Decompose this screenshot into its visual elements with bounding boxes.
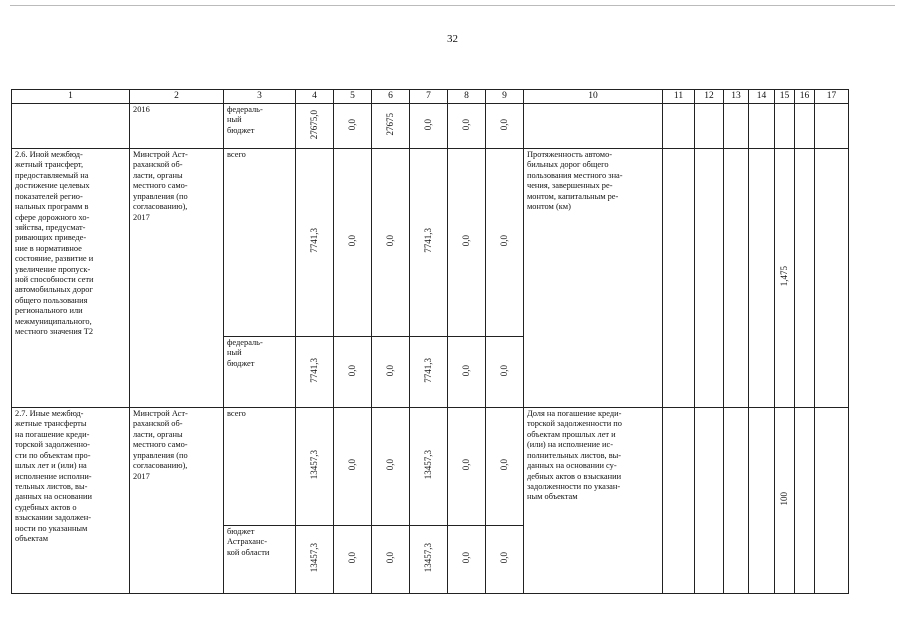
cell-funding-source: всего bbox=[224, 408, 296, 526]
program-table bbox=[11, 89, 849, 594]
cell-value: 0,0 bbox=[334, 337, 372, 408]
col-number: 3 bbox=[224, 90, 296, 104]
table-row bbox=[12, 104, 849, 149]
col-number: 5 bbox=[334, 90, 372, 104]
cell-indicator-value: 100 bbox=[775, 408, 795, 594]
cell-measure bbox=[12, 104, 130, 149]
cell-value: 0,0 bbox=[486, 408, 524, 526]
cell-value: 0,0 bbox=[372, 337, 410, 408]
col-number: 14 bbox=[749, 90, 775, 104]
cell-empty bbox=[663, 149, 695, 408]
cell-value: 0,0 bbox=[448, 149, 486, 337]
cell-total: 13457,3 bbox=[296, 526, 334, 594]
col-number: 9 bbox=[486, 90, 524, 104]
cell-empty bbox=[695, 104, 724, 149]
col-number: 2 bbox=[130, 90, 224, 104]
cell-total: 27675,0 bbox=[296, 104, 334, 149]
cell-empty bbox=[749, 104, 775, 149]
cell-value: 0,0 bbox=[410, 104, 448, 149]
cell-indicator bbox=[524, 104, 663, 149]
cell-value: 7741,3 bbox=[410, 337, 448, 408]
cell-empty bbox=[724, 149, 749, 408]
cell-empty bbox=[795, 104, 815, 149]
cell-indicator-value: 1,475 bbox=[775, 149, 795, 408]
cell-empty bbox=[795, 408, 815, 594]
cell-empty bbox=[749, 149, 775, 408]
col-number: 15 bbox=[775, 90, 795, 104]
cell-value: 0,0 bbox=[334, 149, 372, 337]
cell-empty bbox=[695, 149, 724, 408]
cell-value: 0,0 bbox=[486, 149, 524, 337]
cell-empty bbox=[815, 408, 849, 594]
cell-value: 0,0 bbox=[448, 526, 486, 594]
cell-empty bbox=[815, 149, 849, 408]
col-number: 1 bbox=[12, 90, 130, 104]
cell-indicator: Протяженность автомо- бильных дорог общего пользования местного зна- чения, завершенных ре- монтом, капитальным ре- монтом (км) bbox=[524, 149, 663, 408]
cell-empty bbox=[724, 104, 749, 149]
col-number: 16 bbox=[795, 90, 815, 104]
cell-funding-source: федераль- ный бюджет bbox=[224, 104, 296, 149]
cell-value: 7741,3 bbox=[410, 149, 448, 337]
cell-value: 0,0 bbox=[486, 104, 524, 149]
cell-measure: 2.6. Иной межбюд- жетный трансферт, предоставляемый на достижение целевых показателей регио- нальных программ в сфере дорожного хо- зяйства, предусмат- ривающих приведе- ние в нормативное состояние, развитие и увеличение пропуск- ной способности сети автомобильных дорог общего пользования регионального или межмуниципального, местного значения Т2 bbox=[12, 149, 130, 408]
cell-value: 13457,3 bbox=[410, 408, 448, 526]
cell-executor-year: Минстрой Аст- раханской об- ласти, органы местного само- управления (по согласованию), 2017 bbox=[130, 149, 224, 408]
col-number: 12 bbox=[695, 90, 724, 104]
col-number: 7 bbox=[410, 90, 448, 104]
scan-edge-line bbox=[10, 5, 895, 6]
col-number: 8 bbox=[448, 90, 486, 104]
cell-value: 0,0 bbox=[448, 337, 486, 408]
cell-total: 13457,3 bbox=[296, 408, 334, 526]
cell-empty bbox=[775, 104, 795, 149]
col-number: 4 bbox=[296, 90, 334, 104]
cell-total: 7741,3 bbox=[296, 149, 334, 337]
cell-value: 0,0 bbox=[372, 526, 410, 594]
cell-value: 0,0 bbox=[486, 526, 524, 594]
cell-empty bbox=[663, 104, 695, 149]
cell-value: 0,0 bbox=[334, 408, 372, 526]
cell-value: 0,0 bbox=[448, 408, 486, 526]
page-number: 32 bbox=[447, 33, 458, 45]
cell-value: 13457,3 bbox=[410, 526, 448, 594]
table-row bbox=[12, 149, 849, 337]
cell-value: 27675 bbox=[372, 104, 410, 149]
cell-funding-source: всего bbox=[224, 149, 296, 337]
col-number: 17 bbox=[815, 90, 849, 104]
cell-empty bbox=[695, 408, 724, 594]
cell-executor-year: Минстрой Аст- раханской об- ласти, органы местного само- управления (по согласованию), 2017 bbox=[130, 408, 224, 594]
cell-empty bbox=[795, 149, 815, 408]
cell-indicator: Доля на погашение креди- торской задолженности по объектам прошлых лет и (или) на исполнение ис- полнительных листов, вы- данных на основании су- дебных актов о взыскании задолженности по указан- ным объектам bbox=[524, 408, 663, 594]
cell-value: 0,0 bbox=[334, 526, 372, 594]
cell-funding-source: бюджет Астраханс- кой области bbox=[224, 526, 296, 594]
cell-empty bbox=[815, 104, 849, 149]
cell-value: 0,0 bbox=[372, 408, 410, 526]
cell-empty bbox=[749, 408, 775, 594]
column-number-row bbox=[12, 90, 849, 104]
cell-value: 0,0 bbox=[372, 149, 410, 337]
col-number: 10 bbox=[524, 90, 663, 104]
cell-empty bbox=[724, 408, 749, 594]
col-number: 11 bbox=[663, 90, 695, 104]
table-row bbox=[12, 408, 849, 526]
cell-value: 0,0 bbox=[334, 104, 372, 149]
cell-funding-source: федераль- ный бюджет bbox=[224, 337, 296, 408]
col-number: 13 bbox=[724, 90, 749, 104]
cell-executor-year: 2016 bbox=[130, 104, 224, 149]
cell-value: 0,0 bbox=[448, 104, 486, 149]
cell-empty bbox=[663, 408, 695, 594]
col-number: 6 bbox=[372, 90, 410, 104]
cell-total: 7741,3 bbox=[296, 337, 334, 408]
cell-measure: 2.7. Иные межбюд- жетные трансферты на погашение креди- торской задолженно- сти по объектам про- шлых лет и (или) на исполнение исполни- тельных листов, вы- данных на основании судебных актов о взыскании задолжен- ности по указанным объектам bbox=[12, 408, 130, 594]
cell-value: 0,0 bbox=[486, 337, 524, 408]
